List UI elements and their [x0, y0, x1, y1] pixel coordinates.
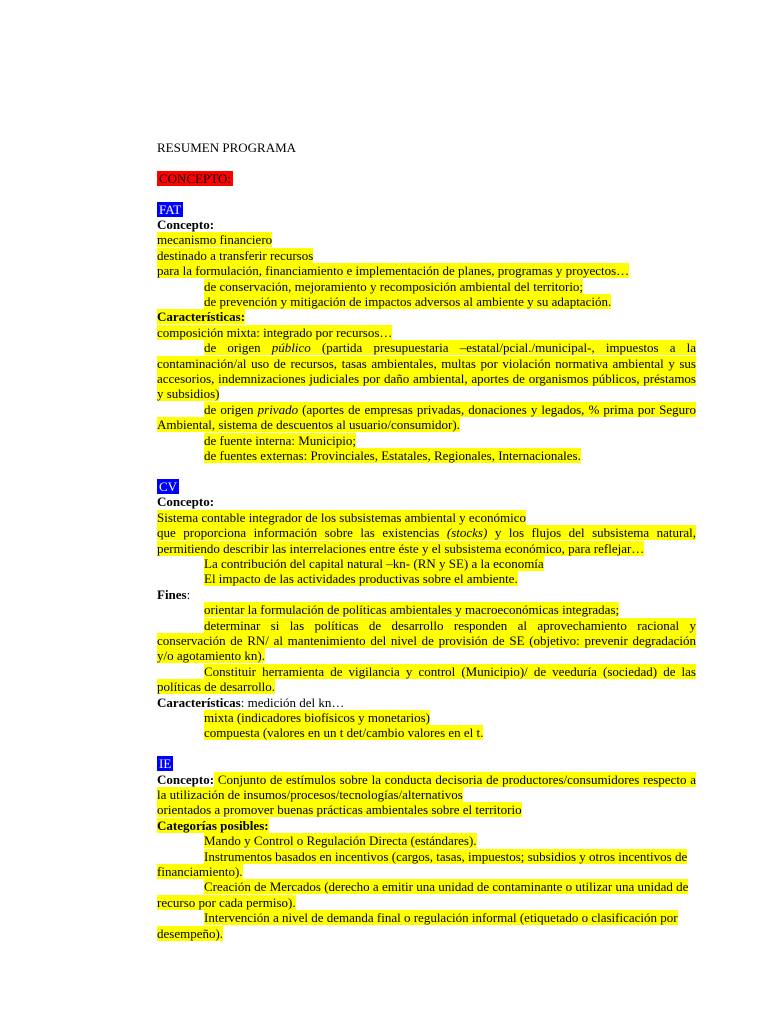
ie-categoria-4: Intervención a nivel de demanda final o regulación informal (etiquetado o clasificación por desempeño). [157, 910, 678, 941]
document-title: RESUMEN PROGRAMA [157, 140, 297, 155]
fat-origen-privado: de origen privado (aportes de empresas privadas, donaciones y legados, % prima por Seguro Ambiental, sistema de descuentos al usuario/consumidor). [157, 401, 696, 433]
ie-concepto: Concepto: Conjunto de estímulos sobre la conducta decisoria de productores/consumidores respecto a la utilización de insumos/procesos/tecnologías/alternativos [157, 771, 696, 802]
ie-line-2: orientados a promover buenas prácticas ambientales sobre el territorio [157, 802, 522, 818]
cv-fin-2: determinar si las políticas de desarrollo responden al aprovechamiento racional y conservación de RN/ al mantenimiento del nivel de provisión de SE (objetivo: prevenir degradación y/o agotamiento kn). [157, 617, 696, 664]
fat-fuente-interna: de fuente interna: Municipio; [204, 432, 356, 448]
fat-line-2: destinado a transferir recursos [157, 247, 314, 263]
fat-tag: FAT [159, 201, 182, 217]
ie-categoria-2: Instrumentos basados en incentivos (cargos, tasas, impuestos; subsidios y otros incentivos de financiamiento). [157, 848, 688, 880]
cv-impacto: El impacto de las actividades productivas sobre el ambiente. [204, 571, 518, 587]
cv-line-2: que proporciona información sobre las existencias (stocks) y los flujos del subsistema natural, permitiendo describir las interrelaciones entre éste y el subsistema económico, para reflejar… [157, 525, 696, 556]
cv-heading [157, 479, 696, 494]
fat-concepto-label: Concepto: [157, 217, 215, 232]
cv-fin-3: Constituir herramienta de vigilancia y control (Municipio)/ de veeduría (sociedad) de las políticas de desarrollo. [157, 663, 696, 695]
cv-fines-label: Fines: [157, 586, 191, 602]
fat-fuentes-externas: de fuentes externas: Provinciales, Estatales, Regionales, Internacionales. [204, 448, 581, 464]
cv-tag: CV [159, 478, 178, 494]
document-page [157, 140, 696, 941]
cv-line-1: Sistema contable integrador de los subsistemas ambiental y económico [157, 509, 526, 525]
concepto-heading [157, 171, 696, 186]
cv-compuesta: compuesta (valores en un t det/cambio valores en el t. [204, 725, 484, 741]
ie-tag: IE [159, 756, 172, 772]
fat-line-3: para la formulación, financiamiento e implementación de planes, programas y proyectos… [157, 263, 630, 279]
fat-caracteristicas-label: Características: [157, 309, 246, 325]
ie-categoria-3: Creación de Mercados (derecho a emitir una unidad de contaminante o utilizar una unidad de recurso por cada permiso). [157, 879, 689, 910]
cv-fin-1: orientar la formulación de políticas ambientales y macroeconómicas integradas; [204, 602, 620, 618]
fat-line-1: mecanismo financiero [157, 232, 273, 248]
ie-categoria-1: Mando y Control o Regulación Directa (estándares). [204, 833, 477, 849]
fat-heading [157, 202, 696, 217]
fat-origen-publico: de origen público (partida presupuestaria –estatal/pcial./municipal-, impuestos a la contaminación/al uso de recursos, tasas ambientales, multas por violación normativa ambiental y sus accesorios, indemnizaciones judiciales por daño ambiental, aportes de organismos públicos, préstamos y subsidios) [157, 340, 696, 402]
ie-categorias-label: Categorías posibles: [157, 817, 269, 833]
fat-composicion: composición mixta: integrado por recursos… [157, 324, 393, 340]
cv-caracteristicas: Características: medición del kn… [157, 694, 345, 710]
ie-heading [157, 756, 696, 771]
concepto-tag: CONCEPTO: [159, 170, 231, 186]
cv-mixta: mixta (indicadores biofísicos y monetarios) [204, 709, 431, 725]
fat-line-4: de conservación, mejoramiento y recomposición ambiental del territorio; [204, 278, 584, 294]
fat-line-5: de prevención y mitigación de impactos adversos al ambiente y su adaptación. [204, 294, 612, 310]
cv-concepto-label: Concepto: [157, 494, 215, 510]
cv-contribucion: La contribución del capital natural –kn- (RN y SE) a la economía [204, 555, 544, 571]
